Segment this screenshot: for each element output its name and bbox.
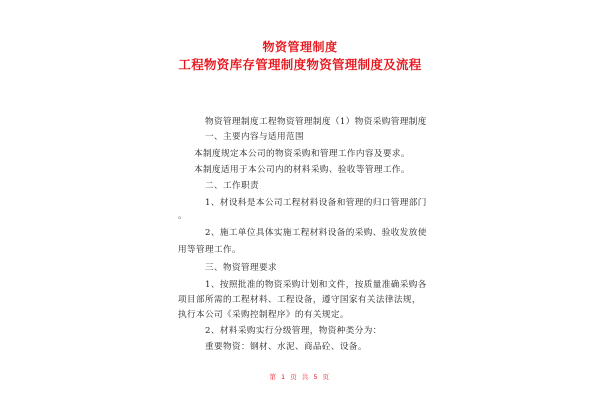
- document-subtitle: 工程物资库存管理制度物资管理制度及流程: [178, 57, 422, 72]
- paragraph-line: 本制度规定本公司的物资采购和管理工作内容及要求。: [194, 149, 410, 159]
- paragraph-line: 执行本公司《采购控制程序》的有关规定。: [178, 310, 349, 320]
- paragraph-line: 用等管理工作。: [178, 245, 241, 255]
- section-heading: 一、主要内容与适用范围: [205, 132, 304, 142]
- section-heading: 二、工作职责: [205, 181, 259, 191]
- paragraph-line: 1、按照批准的物资采购计划和文件，按质量准确采购各: [205, 280, 427, 290]
- page-footer: 第 1 页 共 5 页: [269, 373, 331, 381]
- paragraph-line: 本制度适用于本公司内的材料采购、验收等管理工作。: [194, 165, 410, 175]
- paragraph-line: 重要物资：钢材、水泥、商品砼、设备。: [205, 342, 367, 352]
- paragraph-line: 2、施工单位具体实施工程材料设备的采购、验收发放使: [205, 228, 427, 238]
- paragraph-line: 2、材料采购实行分级管理，物资种类分为：: [205, 326, 382, 336]
- document-title: 物资管理制度: [262, 40, 338, 54]
- section-heading: 三、物资管理要求: [205, 263, 277, 273]
- paragraph-line: 项目部所需的工程材料、工程设备，遵守国家有关法律法规，: [178, 295, 421, 305]
- paragraph-line: 物资管理制度工程物资管理制度（1）物资采购管理制度: [205, 117, 427, 127]
- paragraph-line: 。: [178, 211, 187, 221]
- paragraph-line: 1、材设科是本公司工程材料设备和管理的归口管理部门: [205, 198, 427, 208]
